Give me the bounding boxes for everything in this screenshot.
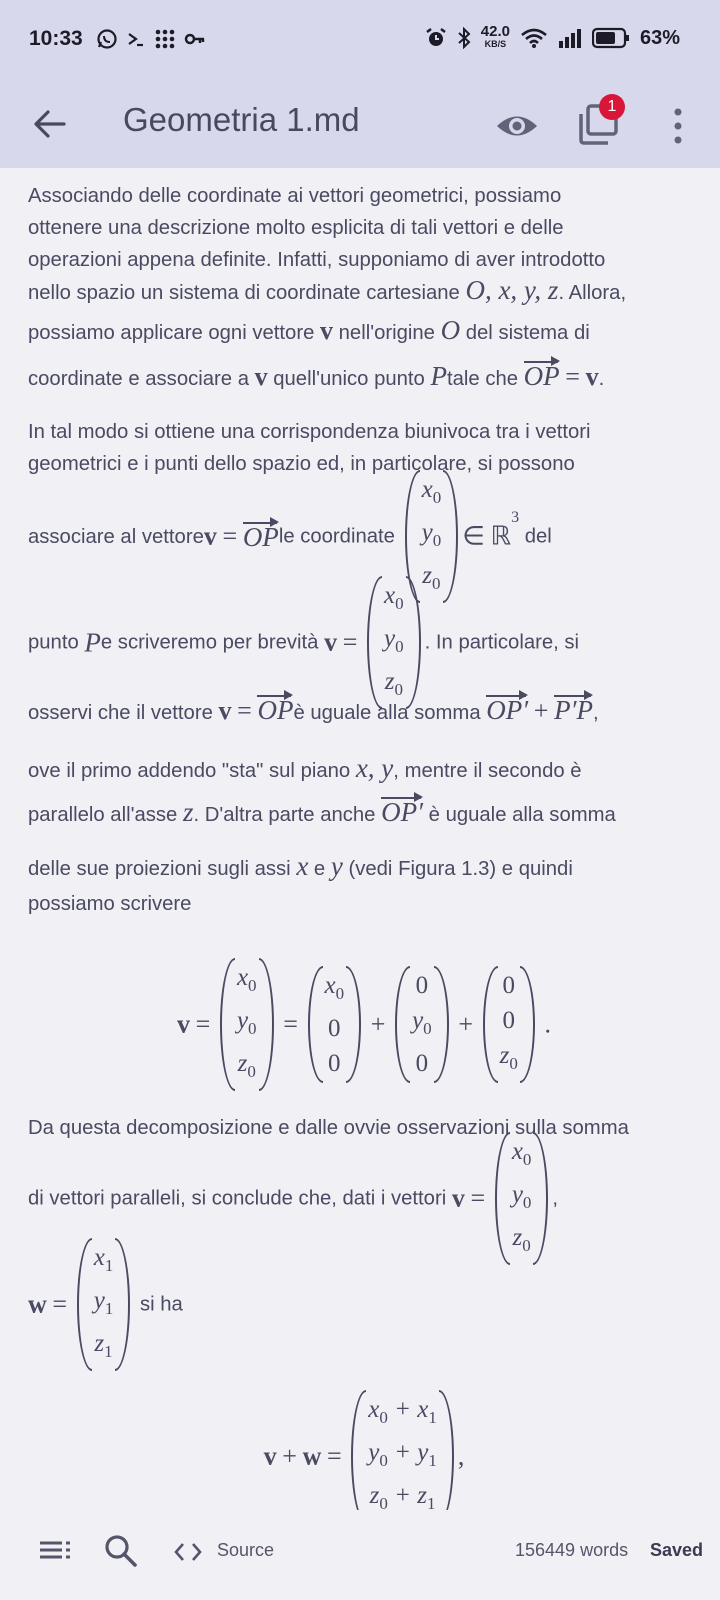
document-title: Geometria 1.md (123, 101, 360, 138)
signal-icon (558, 27, 582, 49)
paragraph-3-line: Da questa decomposizione e dalle ovvie osservazioni sulla somma (28, 1117, 629, 1139)
code-icon[interactable] (174, 1540, 202, 1564)
paragraph-2-line: parallelo all'asse z. D'altra parte anche OP′ è uguale alla somma (28, 797, 616, 827)
markdown-preview[interactable] (28, 168, 700, 1510)
paragraph-3-line: di vettori paralleli, si conclude che, dati i vettori v = $x_0$ $y_0$ $z_0$ , (28, 1132, 558, 1265)
paragraph-1-line: operazioni appena definite. Infatti, supponiamo di aver introdotto (28, 249, 606, 271)
paragraph-2-line: delle sue proiezioni sugli assi x e y (vedi Figura 1.3) e quindi (28, 851, 573, 881)
math-vector-OP-prime: OP′ (381, 797, 424, 827)
more-options-icon[interactable] (666, 104, 690, 148)
speed-unit: KB/S (484, 39, 507, 49)
bluetooth-icon (457, 27, 471, 49)
word-count: 156449 words (515, 1540, 629, 1560)
paragraph-2-line: ove il primo addendo "sta" sul piano x, y, mentre il secondo è (28, 753, 582, 783)
coordinate-matrix: $x_0$ $y_0$ $z_0$ (367, 576, 421, 709)
status-bar (0, 0, 720, 82)
matrix: 0 0 $z_0$ (483, 966, 535, 1083)
paragraph-1-line: possiamo applicare ogni vettore v nell'origine O del sistema di (28, 315, 590, 345)
math-v: v (254, 362, 268, 391)
save-status: Saved (650, 1540, 704, 1560)
matrix: $x_0$ $y_0$ $z_0$ (495, 1132, 549, 1265)
bottom-toolbar (0, 1510, 720, 1600)
paragraph-2-line: In tal modo si ottiene una corrispondenza biunivoca tra i vettori (28, 421, 591, 443)
battery-icon (592, 27, 630, 49)
matrix: $x_0$ $y_0$ $z_0$ (220, 958, 274, 1091)
paragraph-3-line: w = $x_1$ $y_1$ $z_1$ si ha (28, 1238, 183, 1371)
battery-level: 63% (639, 26, 680, 49)
alarm-icon (425, 27, 447, 49)
math-vector-OP: OP (242, 521, 279, 552)
speed-value: 42.0 (480, 23, 510, 40)
math-system: O, x, y, z (465, 275, 559, 305)
math-vector-OP: OP (523, 361, 560, 391)
math-P: P (430, 361, 447, 391)
matrix: $x_0 + x_1$ $y_0 + y_1$ $z_0 + z_1$ (351, 1390, 454, 1510)
paragraph-2-line: geometrici e i punti dello spazio ed, in particolare, si possono (28, 453, 575, 475)
paragraph-1-line: coordinate e associare a v quell'unico punto Ptale che OP = v. (28, 361, 605, 391)
paragraph-2-line: associare al vettorev = OPle coordinate $x_0$ $y_0$ $z_0$ ∈ ℝ$^3$ del (28, 470, 552, 603)
paragraph-2-line: punto Pe scriveremo per brevità v = $x_0$ $y_0$ $z_0$ . In particolare, si (28, 576, 579, 709)
eye-icon[interactable] (495, 104, 539, 148)
paragraph-1-line: nello spazio un sistema di coordinate cartesiane O, x, y, z. Allora, (28, 275, 627, 305)
math-vector-OP: OP (257, 695, 294, 725)
paragraph-1-line: ottenere una descrizione molto esplicita di tali vettori e delle (28, 217, 564, 239)
tabs-count-badge: 1 (599, 94, 625, 120)
matrix: $x_1$ $y_1$ $z_1$ (77, 1238, 131, 1371)
matrix: $x_0$ 0 0 (308, 966, 362, 1083)
paragraph-2-line: possiamo scrivere (28, 893, 192, 915)
equation-decomposition: v = $x_0$ $y_0$ $z_0$ = $x_0$ 0 0 + 0 $y_0$ 0 + 0 0 $z_0$ . (28, 958, 700, 1091)
coordinate-matrix: $x_0$ $y_0$ $z_0$ (405, 470, 459, 603)
matrix: 0 $y_0$ 0 (395, 966, 449, 1083)
network-speed (480, 23, 510, 50)
math-vector-PprimeP: P′P (554, 695, 593, 725)
notification-icons (96, 28, 206, 50)
paragraph-1-line: Associando delle coordinate ai vettori geometrici, possiamo (28, 185, 562, 207)
math-v: v (320, 316, 333, 345)
back-arrow-icon[interactable] (28, 102, 72, 146)
system-icons (425, 23, 680, 50)
whatsapp-icon (96, 28, 118, 50)
source-toggle-button[interactable]: Source (217, 1540, 275, 1560)
outline-menu-icon[interactable] (38, 1540, 72, 1564)
key-icon (184, 28, 206, 50)
apps-grid-icon (154, 28, 176, 50)
wifi-icon (520, 27, 548, 49)
equation-sum: v + w = $x_0 + x_1$ $y_0 + y_1$ $z_0 + z_1$ , (28, 1390, 700, 1510)
terminal-icon (126, 29, 146, 49)
paragraph-2-line: osservi che il vettore v = OPè uguale alla somma OP′ + P′P, (28, 695, 599, 725)
search-icon[interactable] (104, 1534, 138, 1568)
status-time: 10:33 (29, 27, 83, 50)
math-O: O (440, 315, 461, 345)
math-vector-OP-prime: OP′ (486, 695, 529, 725)
